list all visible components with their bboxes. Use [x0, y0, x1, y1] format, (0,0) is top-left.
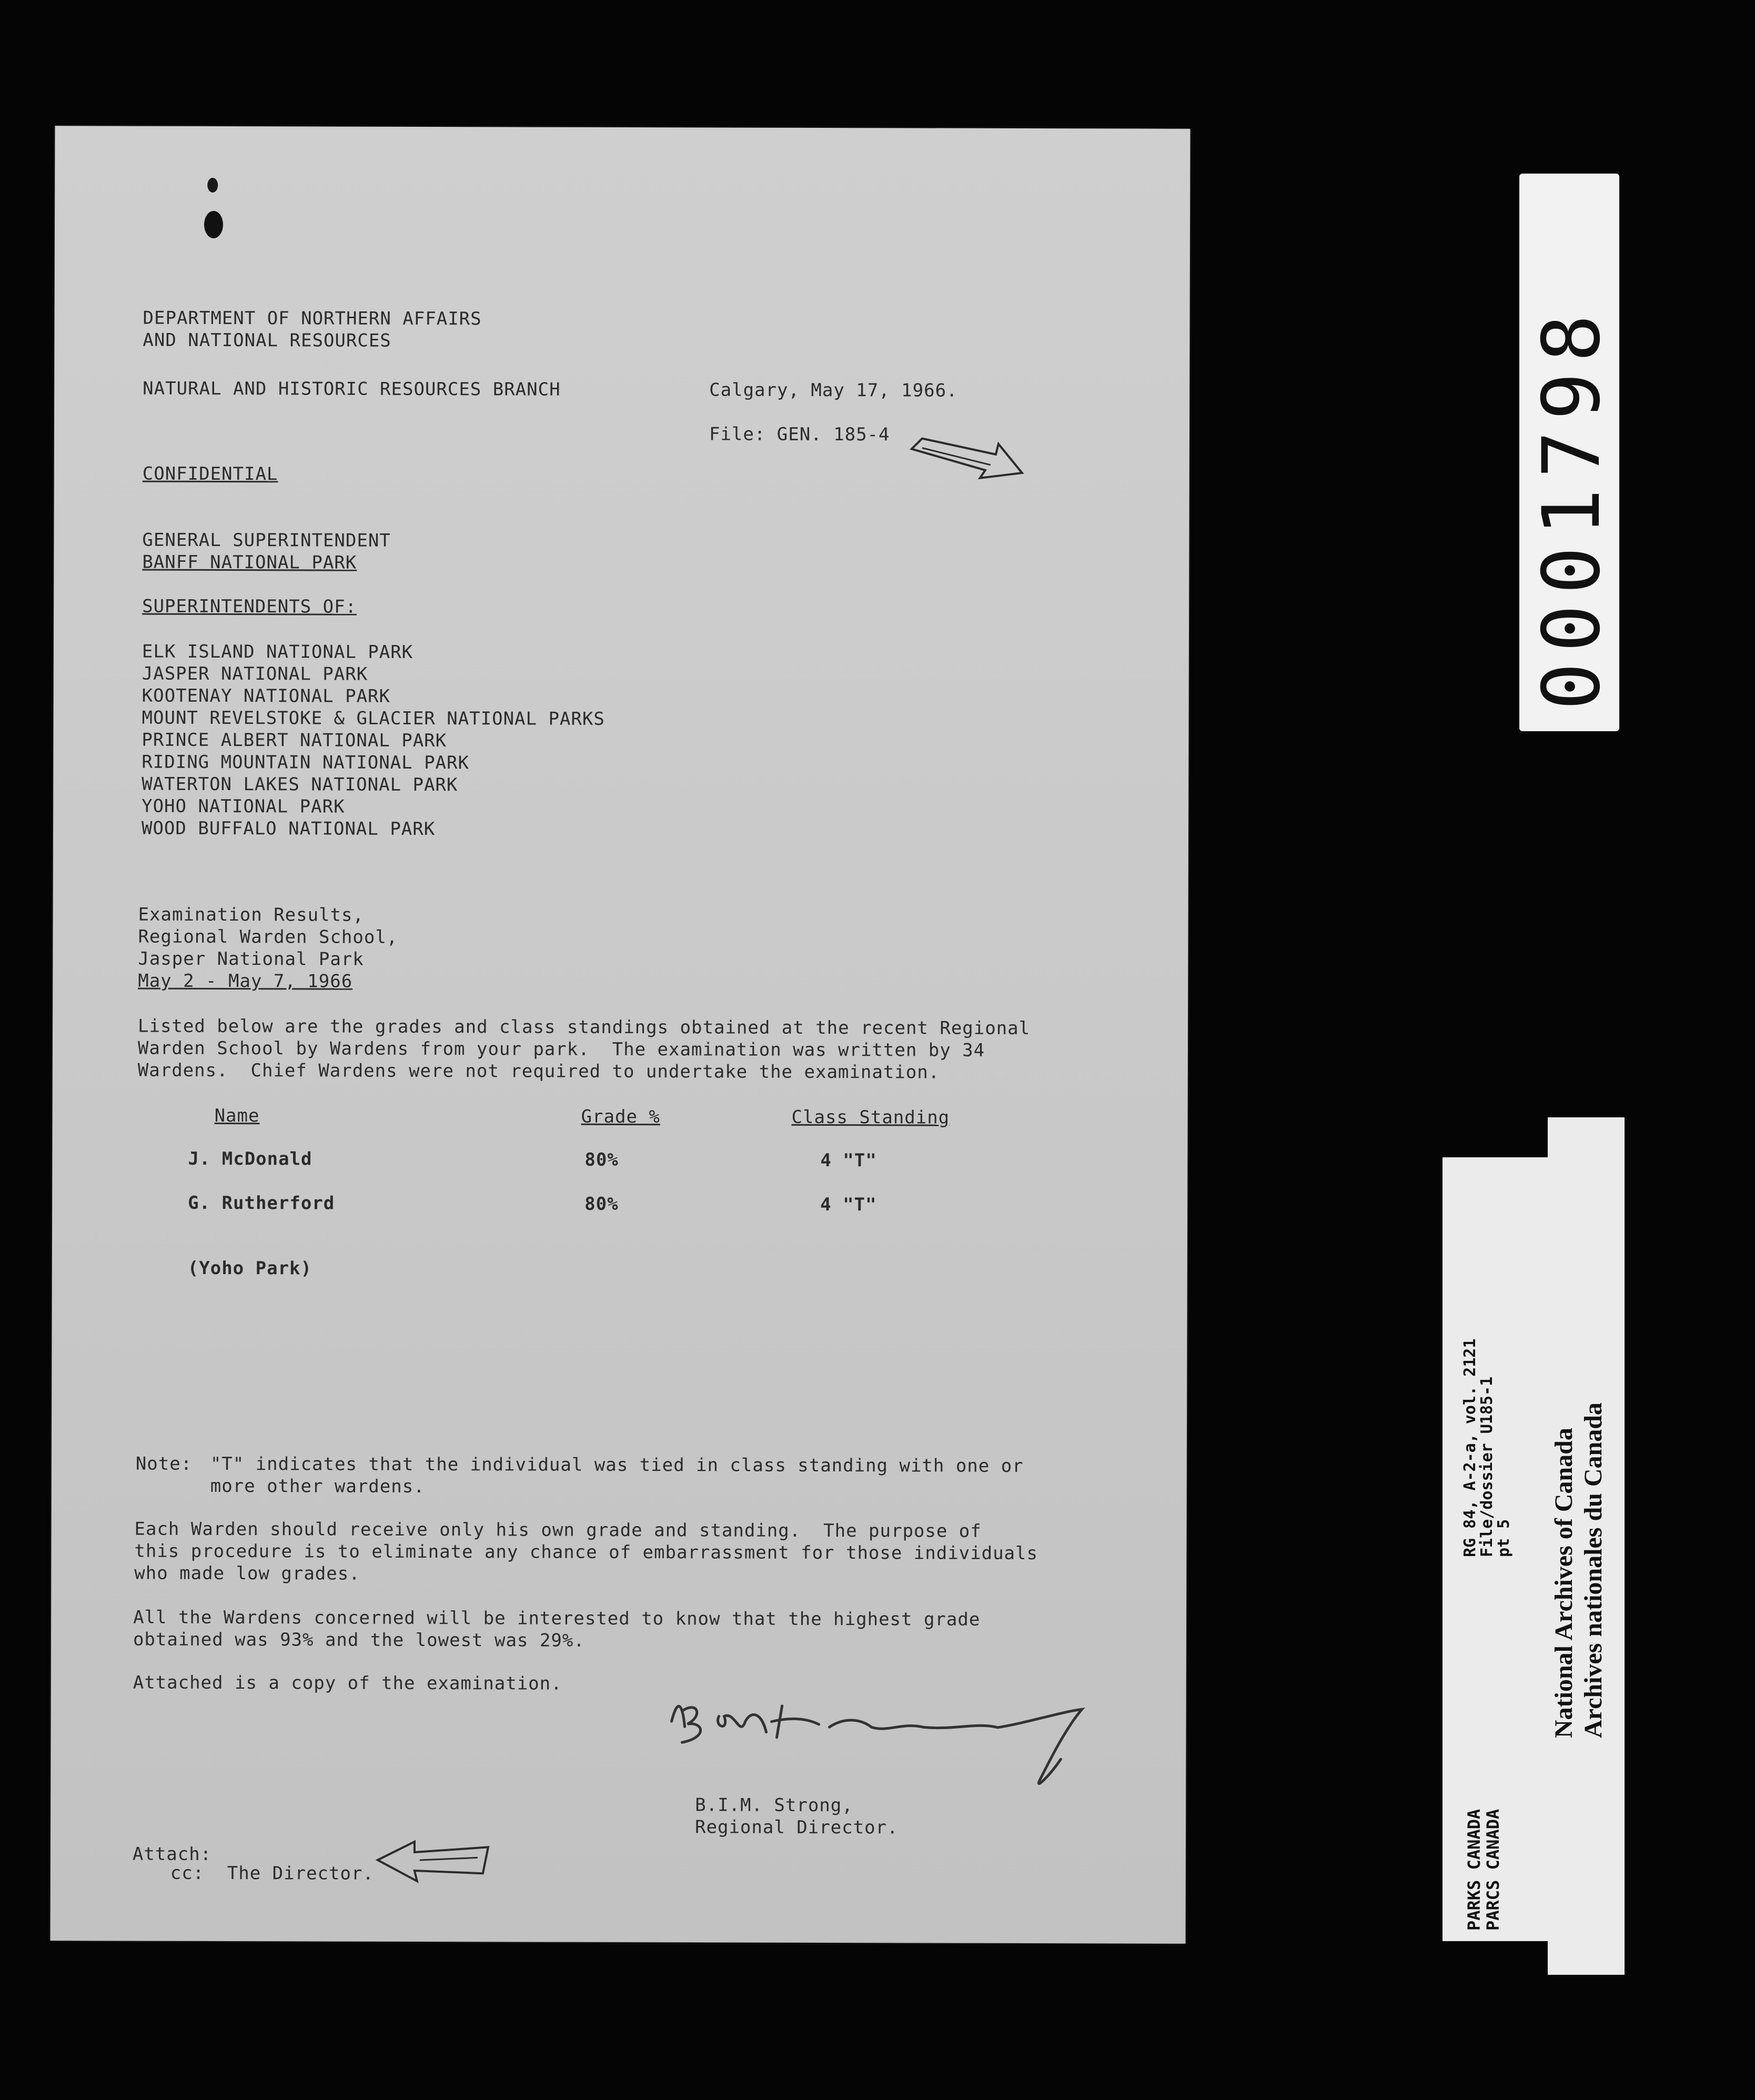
park-list-item: KOOTENAY NATIONAL PARK — [142, 685, 391, 707]
confidential-label: CONFIDENTIAL — [142, 463, 278, 485]
dept-line2: AND NATIONAL RESOURCES — [143, 329, 391, 351]
archives-french: Archives nationales du Canada — [1579, 1402, 1607, 1738]
park-list-item: WATERTON LAKES NATIONAL PARK — [142, 773, 458, 796]
paragraph-line: All the Wardens concerned will be interested to know that the highest grade — [133, 1607, 981, 1630]
signatory-title: Regional Director. — [695, 1816, 899, 1839]
table-header-name: Name — [214, 1105, 260, 1127]
reference-line: RG 84, A-2-a, vol. 2121 — [1461, 1338, 1479, 1557]
table-cell-grade: 80% — [584, 1193, 619, 1215]
paragraph-line: who made low grades. — [134, 1562, 360, 1584]
letter-page — [50, 126, 1190, 1944]
frame-number-label — [1519, 174, 1619, 731]
subject-line4: May 2 - May 7, 1966 — [138, 970, 353, 992]
park-list-item: RIDING MOUNTAIN NATIONAL PARK — [142, 751, 470, 774]
agency-line: PARCS CANADA — [1483, 1809, 1503, 1931]
table-header-standing: Class Standing — [791, 1106, 950, 1128]
subject-line2: Regional Warden School, — [138, 926, 398, 948]
attach-label: Attach: — [132, 1843, 212, 1865]
park-note: (Yoho Park) — [187, 1257, 312, 1279]
file-reference: File: GEN. 185-4 — [709, 423, 890, 446]
paragraph-line: this procedure is to eliminate any chance of embarrassment for those individuals — [134, 1540, 1038, 1564]
agency-line: PARKS CANADA — [1464, 1809, 1484, 1931]
note-line: more other wardens. — [210, 1475, 425, 1498]
archives-english: National Archives of Canada — [1550, 1428, 1578, 1738]
table-cell-standing: 4 "T" — [820, 1149, 877, 1172]
paragraph-line: Attached is a copy of the examination. — [133, 1672, 562, 1694]
note-label: Note: — [135, 1453, 193, 1475]
reference-line: pt 5 — [1495, 1519, 1513, 1557]
table-cell-standing: 4 "T" — [820, 1194, 877, 1216]
park-list-item: YOHO NATIONAL PARK — [142, 795, 345, 817]
paragraph-line: obtained was 93% and the lowest was 29%. — [133, 1629, 585, 1651]
signatory-name: B.I.M. Strong, — [695, 1794, 853, 1816]
park-list-item: PRINCE ALBERT NATIONAL PARK — [142, 729, 447, 752]
superintendents-heading: SUPERINTENDENTS OF: — [142, 595, 357, 618]
frame-number: 0001798 — [1526, 304, 1618, 710]
reference-line: File/dossier U185-1 — [1478, 1376, 1496, 1557]
subject-line3: Jasper National Park — [138, 948, 364, 970]
addressee-general-line2: BANFF NATIONAL PARK — [142, 551, 357, 573]
addressee-general-line1: GENERAL SUPERINTENDENT — [142, 529, 391, 551]
cc-label: cc: — [170, 1862, 205, 1884]
park-list-item: ELK ISLAND NATIONAL PARK — [142, 641, 413, 663]
handwritten-signature — [661, 1679, 1114, 1796]
intro-line: Listed below are the grades and class standings obtained at the recent Regional — [137, 1015, 1031, 1039]
archive-reference-label — [1443, 1157, 1548, 1941]
arrow-stamp-icon — [372, 1831, 493, 1890]
archives-label — [1548, 1117, 1625, 1975]
subject-line1: Examination Results, — [138, 904, 365, 926]
intro-line: Wardens. Chief Wardens were not required to undertake the examination. — [137, 1059, 940, 1083]
branch-name: NATURAL AND HISTORIC RESOURCES BRANCH — [143, 378, 561, 400]
note-line: "T" indicates that the individual was tied in class standing with one or — [210, 1453, 1024, 1477]
table-cell-name: J. McDonald — [188, 1148, 312, 1170]
park-list-item: WOOD BUFFALO NATIONAL PARK — [141, 817, 436, 840]
dept-line1: DEPARTMENT OF NORTHERN AFFAIRS — [143, 307, 482, 330]
park-list-item: JASPER NATIONAL PARK — [142, 663, 368, 685]
arrow-stamp-icon — [906, 428, 1027, 486]
table-header-grade: Grade % — [581, 1106, 660, 1128]
paragraph-line: Each Warden should receive only his own grade and standing. The purpose of — [134, 1518, 982, 1542]
park-list-item: MOUNT REVELSTOKE & GLACIER NATIONAL PARKS — [142, 707, 605, 730]
punch-hole-mark — [201, 175, 224, 243]
place-date: Calgary, May 17, 1966. — [709, 379, 958, 401]
table-cell-grade: 80% — [584, 1149, 619, 1170]
cc-value: The Director. — [227, 1863, 374, 1884]
table-cell-name: G. Rutherford — [188, 1192, 335, 1214]
intro-line: Warden School by Wardens from your park. The examination was written by 34 — [137, 1037, 985, 1061]
